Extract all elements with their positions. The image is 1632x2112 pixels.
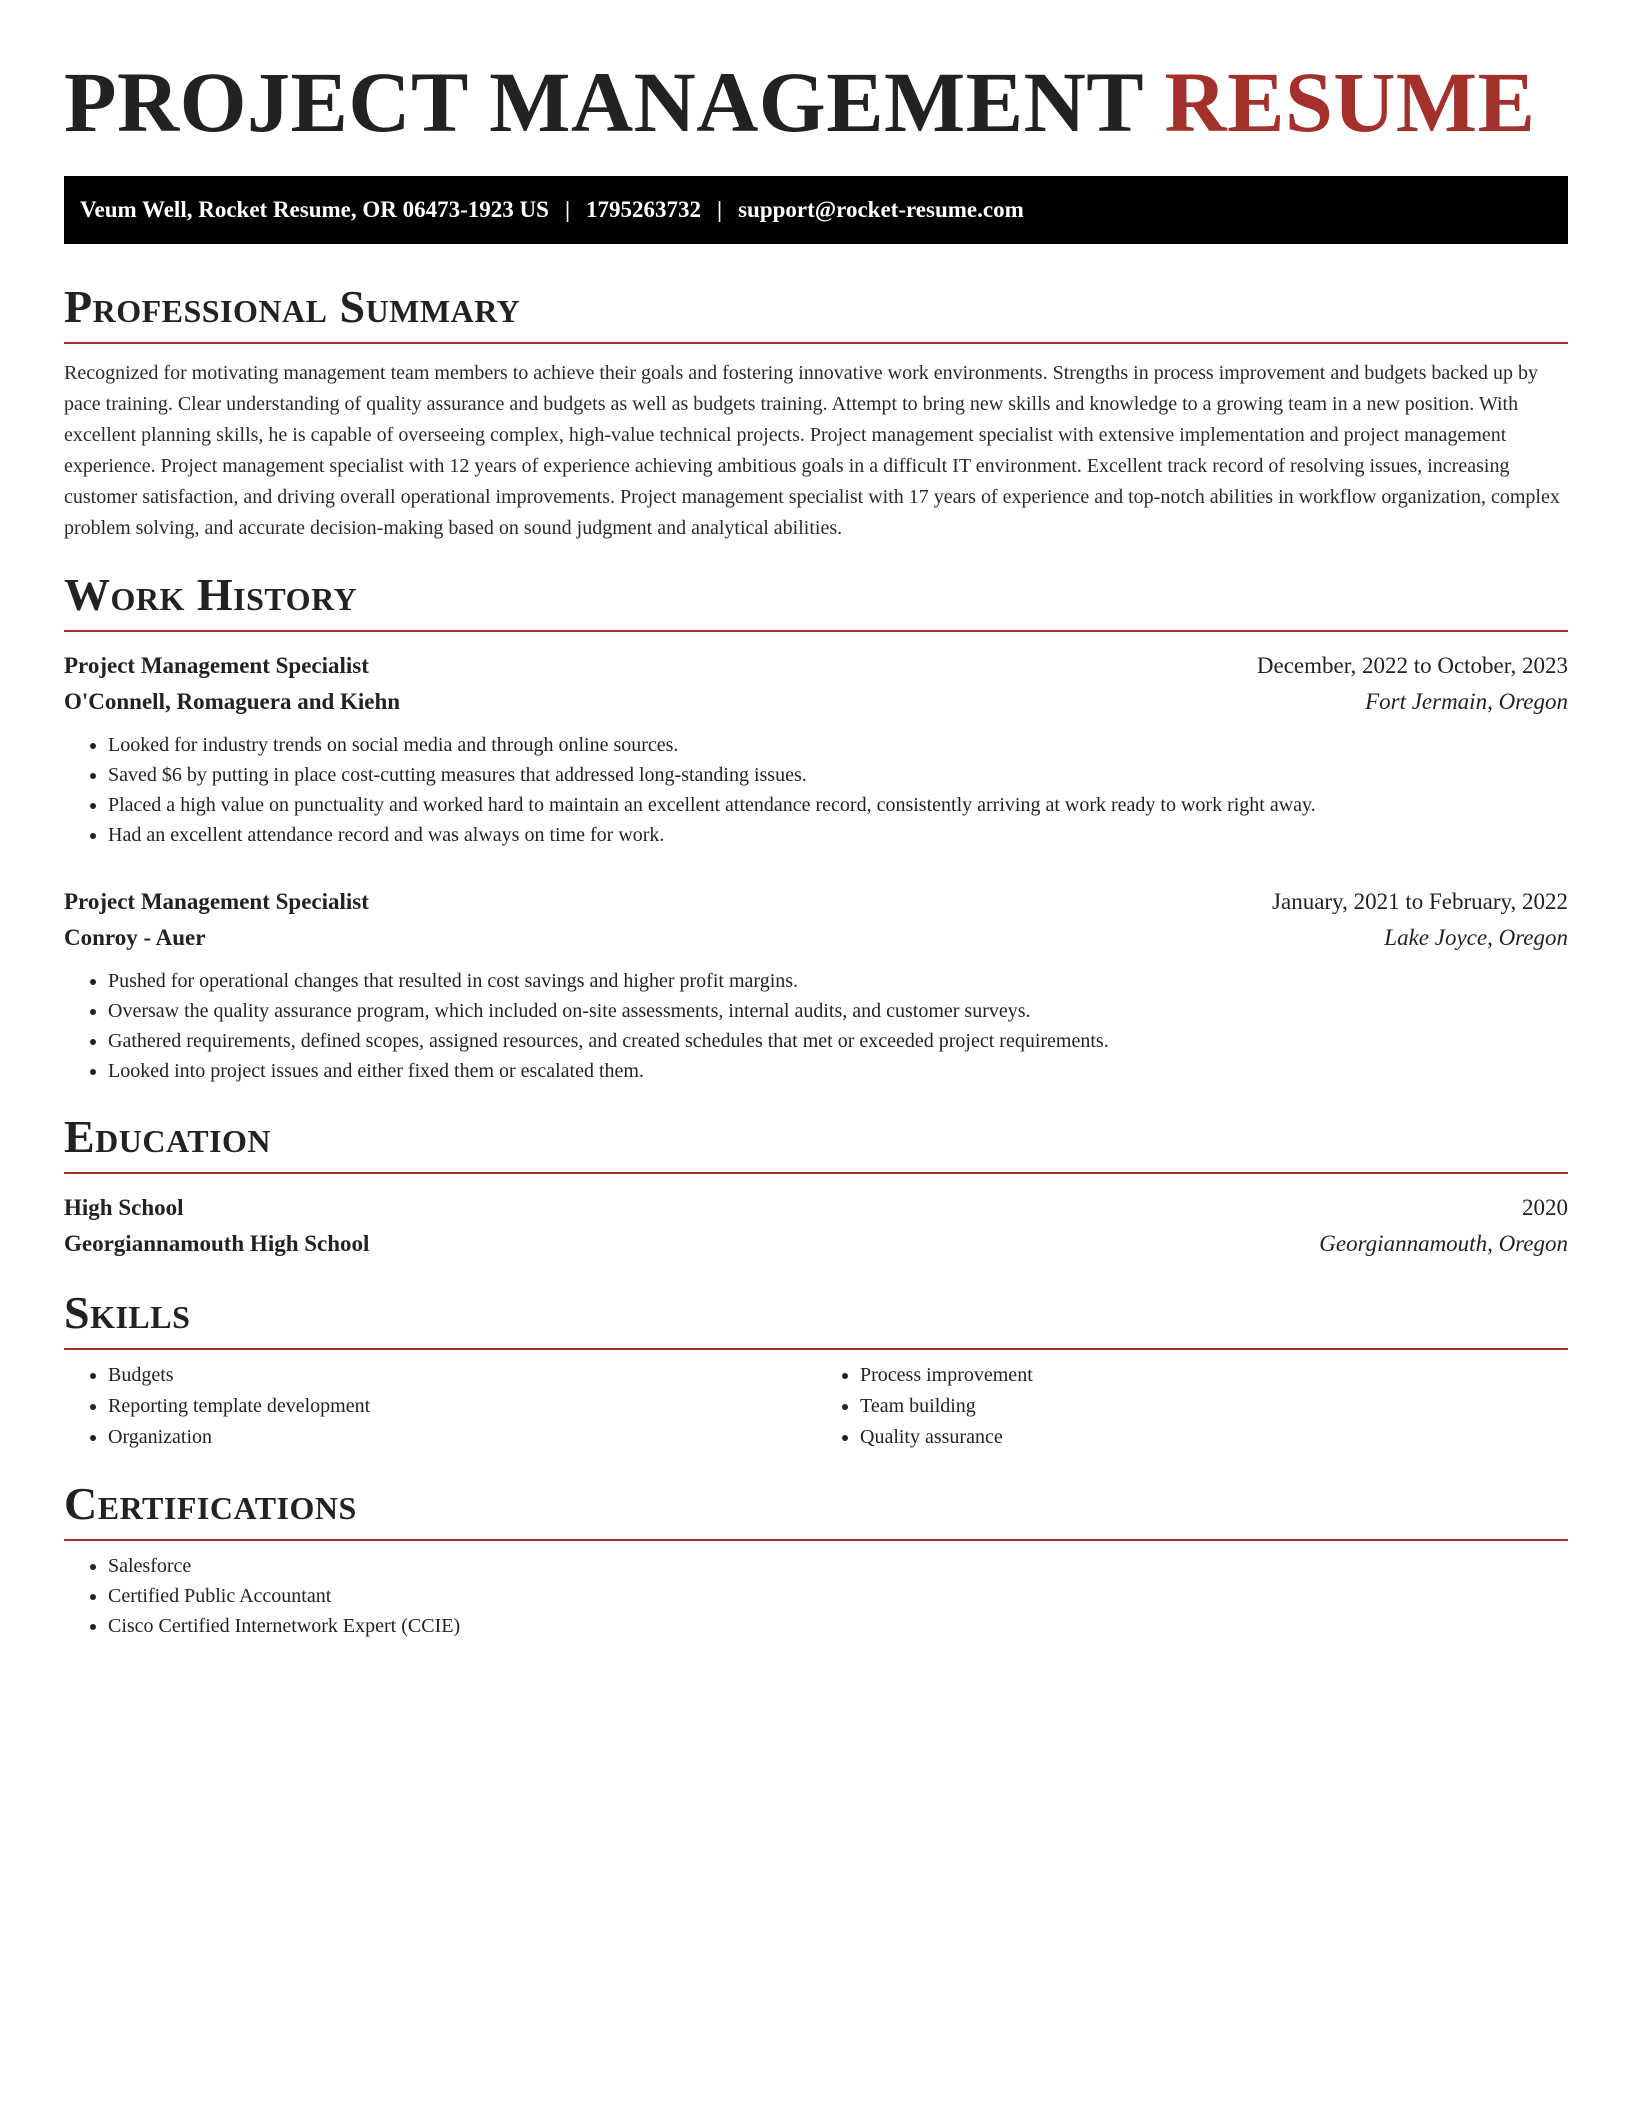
education-year: 2020 (1522, 1195, 1568, 1220)
list-item: • Team building (860, 1391, 1568, 1422)
title-main: PROJECT MANAGEMENT (64, 54, 1143, 150)
section-divider (64, 1172, 1568, 1174)
section-title-summary: Professional Summary (64, 281, 521, 332)
job-entry (64, 884, 1568, 1086)
job-dates: December, 2022 to October, 2023 (1256, 653, 1568, 678)
summary-text: Recognized for motivating management team members to achieve their goals and fostering innovative work environments. Strengths in process improvement and budgets backed up by pace training. Clear understanding of quality assurance and budgets as well as budgets training. Attempt to bring new skills and knowledge to a growing team in a new position. With excellent planning skills, he is capable of overseeing complex, high-value technical projects. Project management specialist with extensive implementation and project management experience. Project management specialist with 12 years of experience achieving ambitious goals in a difficult IT environment. Excellent track record of resolving issues, increasing customer satisfaction, and driving overall operational improvements. Project management specialist with 17 years of experience and top-notch abilities in workflow organization, complex problem solving, and accurate decision-making based on sound judgment and analytical abilities. (64, 362, 1560, 539)
list-item: • Quality assurance (860, 1422, 1568, 1453)
section-divider (64, 342, 1568, 344)
contact-separator: | (564, 197, 571, 222)
summary-section (64, 282, 1568, 544)
list-item: • Oversaw the quality assurance program, which included on-site assessments, internal audits, and customer surveys. (108, 996, 1568, 1026)
list-item: • Looked into project issues and either fixed them or escalated them. (108, 1056, 1568, 1086)
contact-bar (64, 176, 1568, 244)
education-school-row (64, 1226, 1568, 1262)
section-divider (64, 1539, 1568, 1541)
skills-column-right (816, 1360, 1568, 1453)
section-title-work-history: Work History (64, 569, 358, 620)
list-item: • Reporting template development (108, 1391, 816, 1422)
list-item: • Pushed for operational changes that resulted in cost savings and higher profit margins. (108, 966, 1568, 996)
skills-section (64, 1288, 1568, 1453)
job-company-row (64, 684, 1568, 720)
contact-separator: | (717, 197, 723, 222)
education-entry (64, 1190, 1568, 1262)
job-location: Lake Joyce, Oregon (1384, 925, 1568, 950)
list-item: • Had an excellent attendance record and was always on time for work. (108, 820, 1568, 850)
job-bullets (64, 730, 1568, 850)
education-location: Georgiannamouth, Oregon (1319, 1231, 1568, 1256)
list-item: • Saved $6 by putting in place cost-cutting measures that addressed long-standing issues. (108, 760, 1568, 790)
list-item: • Process improvement (860, 1360, 1568, 1391)
contact-phone: 1795263732 (586, 197, 702, 222)
section-title-skills: Skills (64, 1287, 191, 1338)
job-dates: January, 2021 to February, 2022 (1272, 889, 1568, 914)
job-company-row (64, 920, 1568, 956)
resume-title (64, 0, 1568, 152)
contact-address: Veum Well, Rocket Resume, OR 06473-1923 US (80, 197, 549, 222)
job-entry (64, 648, 1568, 850)
job-company: O'Connell, Romaguera and Kiehn (64, 689, 401, 714)
education-section (64, 1112, 1568, 1262)
job-title: Project Management Specialist (64, 653, 369, 678)
job-location: Fort Jermain, Oregon (1365, 689, 1568, 714)
education-degree: High School (64, 1195, 184, 1220)
section-divider (64, 1348, 1568, 1350)
list-item: • Gathered requirements, defined scopes, assigned resources, and created schedules that met or exceeded project requirements. (108, 1026, 1568, 1056)
certifications-list (64, 1551, 1568, 1641)
section-title-certifications: Certifications (64, 1478, 357, 1529)
list-item: • Organization (108, 1422, 816, 1453)
title-accent: RESUME (1164, 54, 1536, 150)
education-school: Georgiannamouth High School (64, 1231, 370, 1256)
education-header-row (64, 1190, 1568, 1226)
job-title: Project Management Specialist (64, 889, 369, 914)
job-header-row (64, 884, 1568, 920)
contact-email[interactable]: support@rocket-resume.com (738, 197, 1024, 222)
certifications-section (64, 1479, 1568, 1641)
skills-column-left (64, 1360, 816, 1453)
list-item: • Certified Public Accountant (108, 1581, 1568, 1611)
list-item: • Looked for industry trends on social media and through online sources. (108, 730, 1568, 760)
skills-columns (64, 1360, 1568, 1453)
list-item: • Placed a high value on punctuality and worked hard to maintain an excellent attendance record, consistently arriving at work ready to work right away. (108, 790, 1568, 820)
list-item: • Budgets (108, 1360, 816, 1391)
job-bullets (64, 966, 1568, 1086)
section-divider (64, 630, 1568, 632)
list-item: • Cisco Certified Internetwork Expert (CCIE) (108, 1611, 1568, 1641)
work-history-section (64, 570, 1568, 1086)
job-header-row (64, 648, 1568, 684)
section-title-education: Education (64, 1111, 272, 1162)
job-company: Conroy - Auer (64, 925, 206, 950)
list-item: • Salesforce (108, 1551, 1568, 1581)
